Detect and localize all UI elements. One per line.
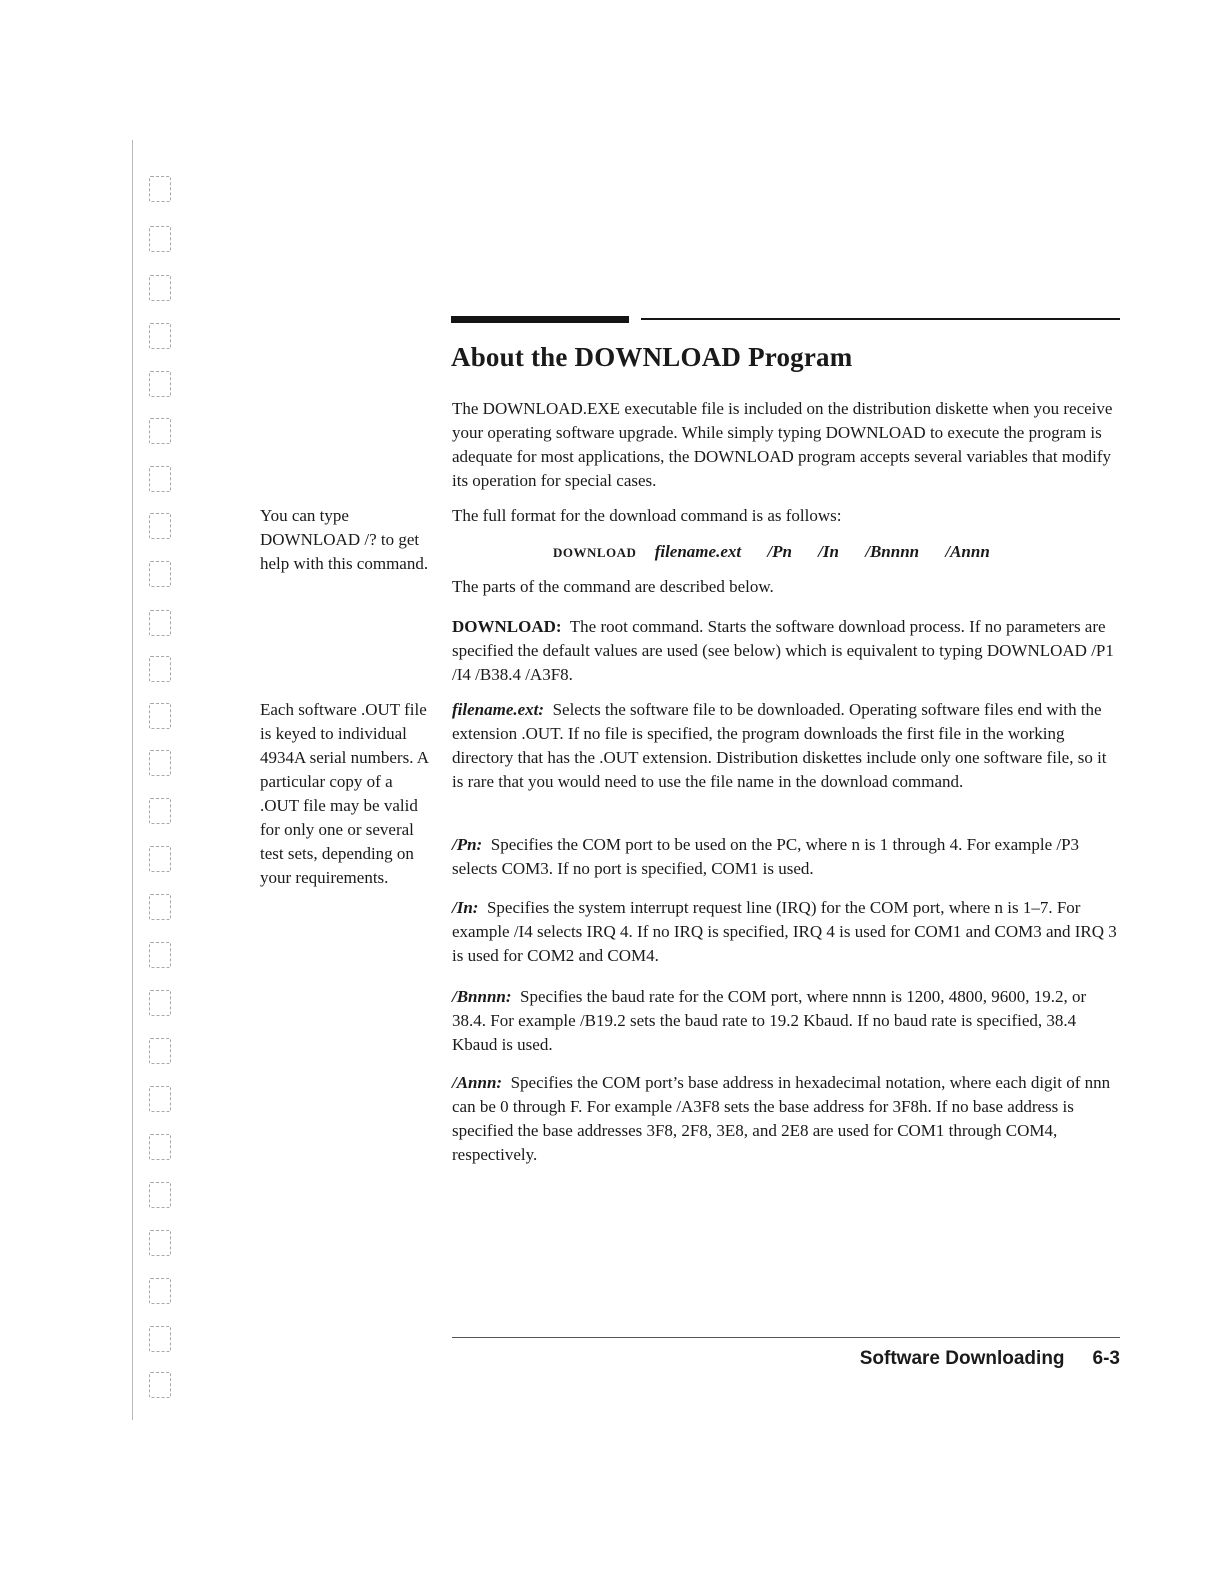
intro-text: The DOWNLOAD.EXE executable file is included on the distribution diskette when you receive your operating software upgrade. While simply typing DOWNLOAD to execute the program is adequate for most applications, the DOWNLOAD program accepts several variables that modify its operation for special cases. [452,399,1113,490]
definition-text: Specifies the system interrupt request line (IRQ) for the COM port, where n is 1–7. For example /I4 selects IRQ 4. If no IRQ is specified, IRQ 4 is used for COM1 and COM3 and IRQ 3 is used for COM2 and COM4. [452,898,1117,965]
binder-hole-25 [149,1326,171,1352]
definition-text: Specifies the COM port to be used on the PC, where n is 1 through 4. For example /P3 selects COM3. If no port is specified, COM1 is used. [452,835,1080,878]
definition-port [452,833,1120,881]
definition-term: DOWNLOAD: [452,617,562,636]
side-note-keyed-files: Each software .OUT file is keyed to individual 4934A serial numbers. A particular copy of a .OUT file may be valid for only one or several test sets, depending on your requirements. [260,700,429,887]
binder-hole-19 [149,1038,171,1064]
binder-hole-9 [149,561,171,587]
footer-page-number: 6-3 [1092,1348,1120,1369]
page-footer [452,1348,1120,1370]
definition-term: filename.ext: [452,700,545,719]
format-intro [452,504,1120,528]
binder-hole-18 [149,990,171,1016]
binder-hole-20 [149,1086,171,1112]
binder-hole-8 [149,513,171,539]
command-filename: filename.ext [654,542,742,561]
binder-hole-5 [149,371,171,397]
binder-hole-21 [149,1134,171,1160]
binder-hole-2 [149,226,171,252]
binder-margin-line [132,140,133,1420]
command-baud: /Bnnnn [865,542,920,561]
footer-section-title: Software Downloading [859,1348,1065,1369]
binder-hole-3 [149,275,171,301]
parts-intro [452,575,1120,599]
binder-hole-26 [149,1372,171,1398]
binder-hole-11 [149,656,171,682]
binder-hole-1 [149,176,171,202]
binder-hole-15 [149,846,171,872]
side-note-help: You can type DOWNLOAD /? to get help with this command. [260,506,429,573]
binder-hole-10 [149,610,171,636]
command-port: /Pn [767,542,792,561]
binder-hole-7 [149,466,171,492]
definition-download [452,615,1120,687]
definition-text: Specifies the COM port’s base address in hexadecimal notation, where each digit of nnn can be 0 through F. For example /A3F8 sets the base address for 3F8h. If no base address is specified the base addresses 3F8, 2F8, 3E8, and 2E8 are used for COM1 through COM4, respectively. [452,1073,1111,1164]
definition-filename [452,698,1120,794]
binder-hole-17 [149,942,171,968]
binder-hole-16 [149,894,171,920]
format-intro-text: The full format for the download command is as follows: [452,506,842,525]
definition-term: /Pn: [452,835,483,854]
footer-rule [452,1337,1120,1338]
command-syntax [553,540,1012,565]
binder-hole-22 [149,1182,171,1208]
binder-hole-24 [149,1278,171,1304]
binder-hole-12 [149,703,171,729]
section-rule-thin [641,318,1120,320]
command-keyword: DOWNLOAD [553,545,637,560]
definition-text: The root command. Starts the software download process. If no parameters are specified the default values are used (see below) which is equivalent to typing DOWNLOAD /P1 /I4 /B38.4 /A3F8. [452,617,1114,684]
binder-hole-23 [149,1230,171,1256]
parts-intro-text: The parts of the command are described below. [452,577,774,596]
section-rule-thick [451,316,629,323]
binder-hole-6 [149,418,171,444]
definition-baud [452,985,1120,1057]
command-irq: /In [818,542,839,561]
binder-hole-4 [149,323,171,349]
definition-text: Specifies the baud rate for the COM port, where nnnn is 1200, 4800, 9600, 19.2, or 38.4. For example /B19.2 sets the baud rate to 19.2 Kbaud. If no baud rate is specified, 38.4 Kbaud is used. [452,987,1087,1054]
definition-address [452,1071,1120,1167]
definition-term: /Bnnnn: [452,987,512,1006]
intro-paragraph [452,397,1120,493]
binder-hole-13 [149,750,171,776]
definition-term: /Annn: [452,1073,503,1092]
section-heading: About the DOWNLOAD Program [451,342,853,372]
definition-text: Selects the software file to be downloaded. Operating software files end with the extension .OUT. If no file is specified, the program downloads the first file in the working directory that has the .OUT extension. Distribution diskettes include only one software file, so it is rare that you would need to use the file name in the download command. [452,700,1107,791]
command-address: /Annn [945,542,990,561]
definition-irq [452,896,1120,968]
binder-hole-14 [149,798,171,824]
definition-term: /In: [452,898,479,917]
